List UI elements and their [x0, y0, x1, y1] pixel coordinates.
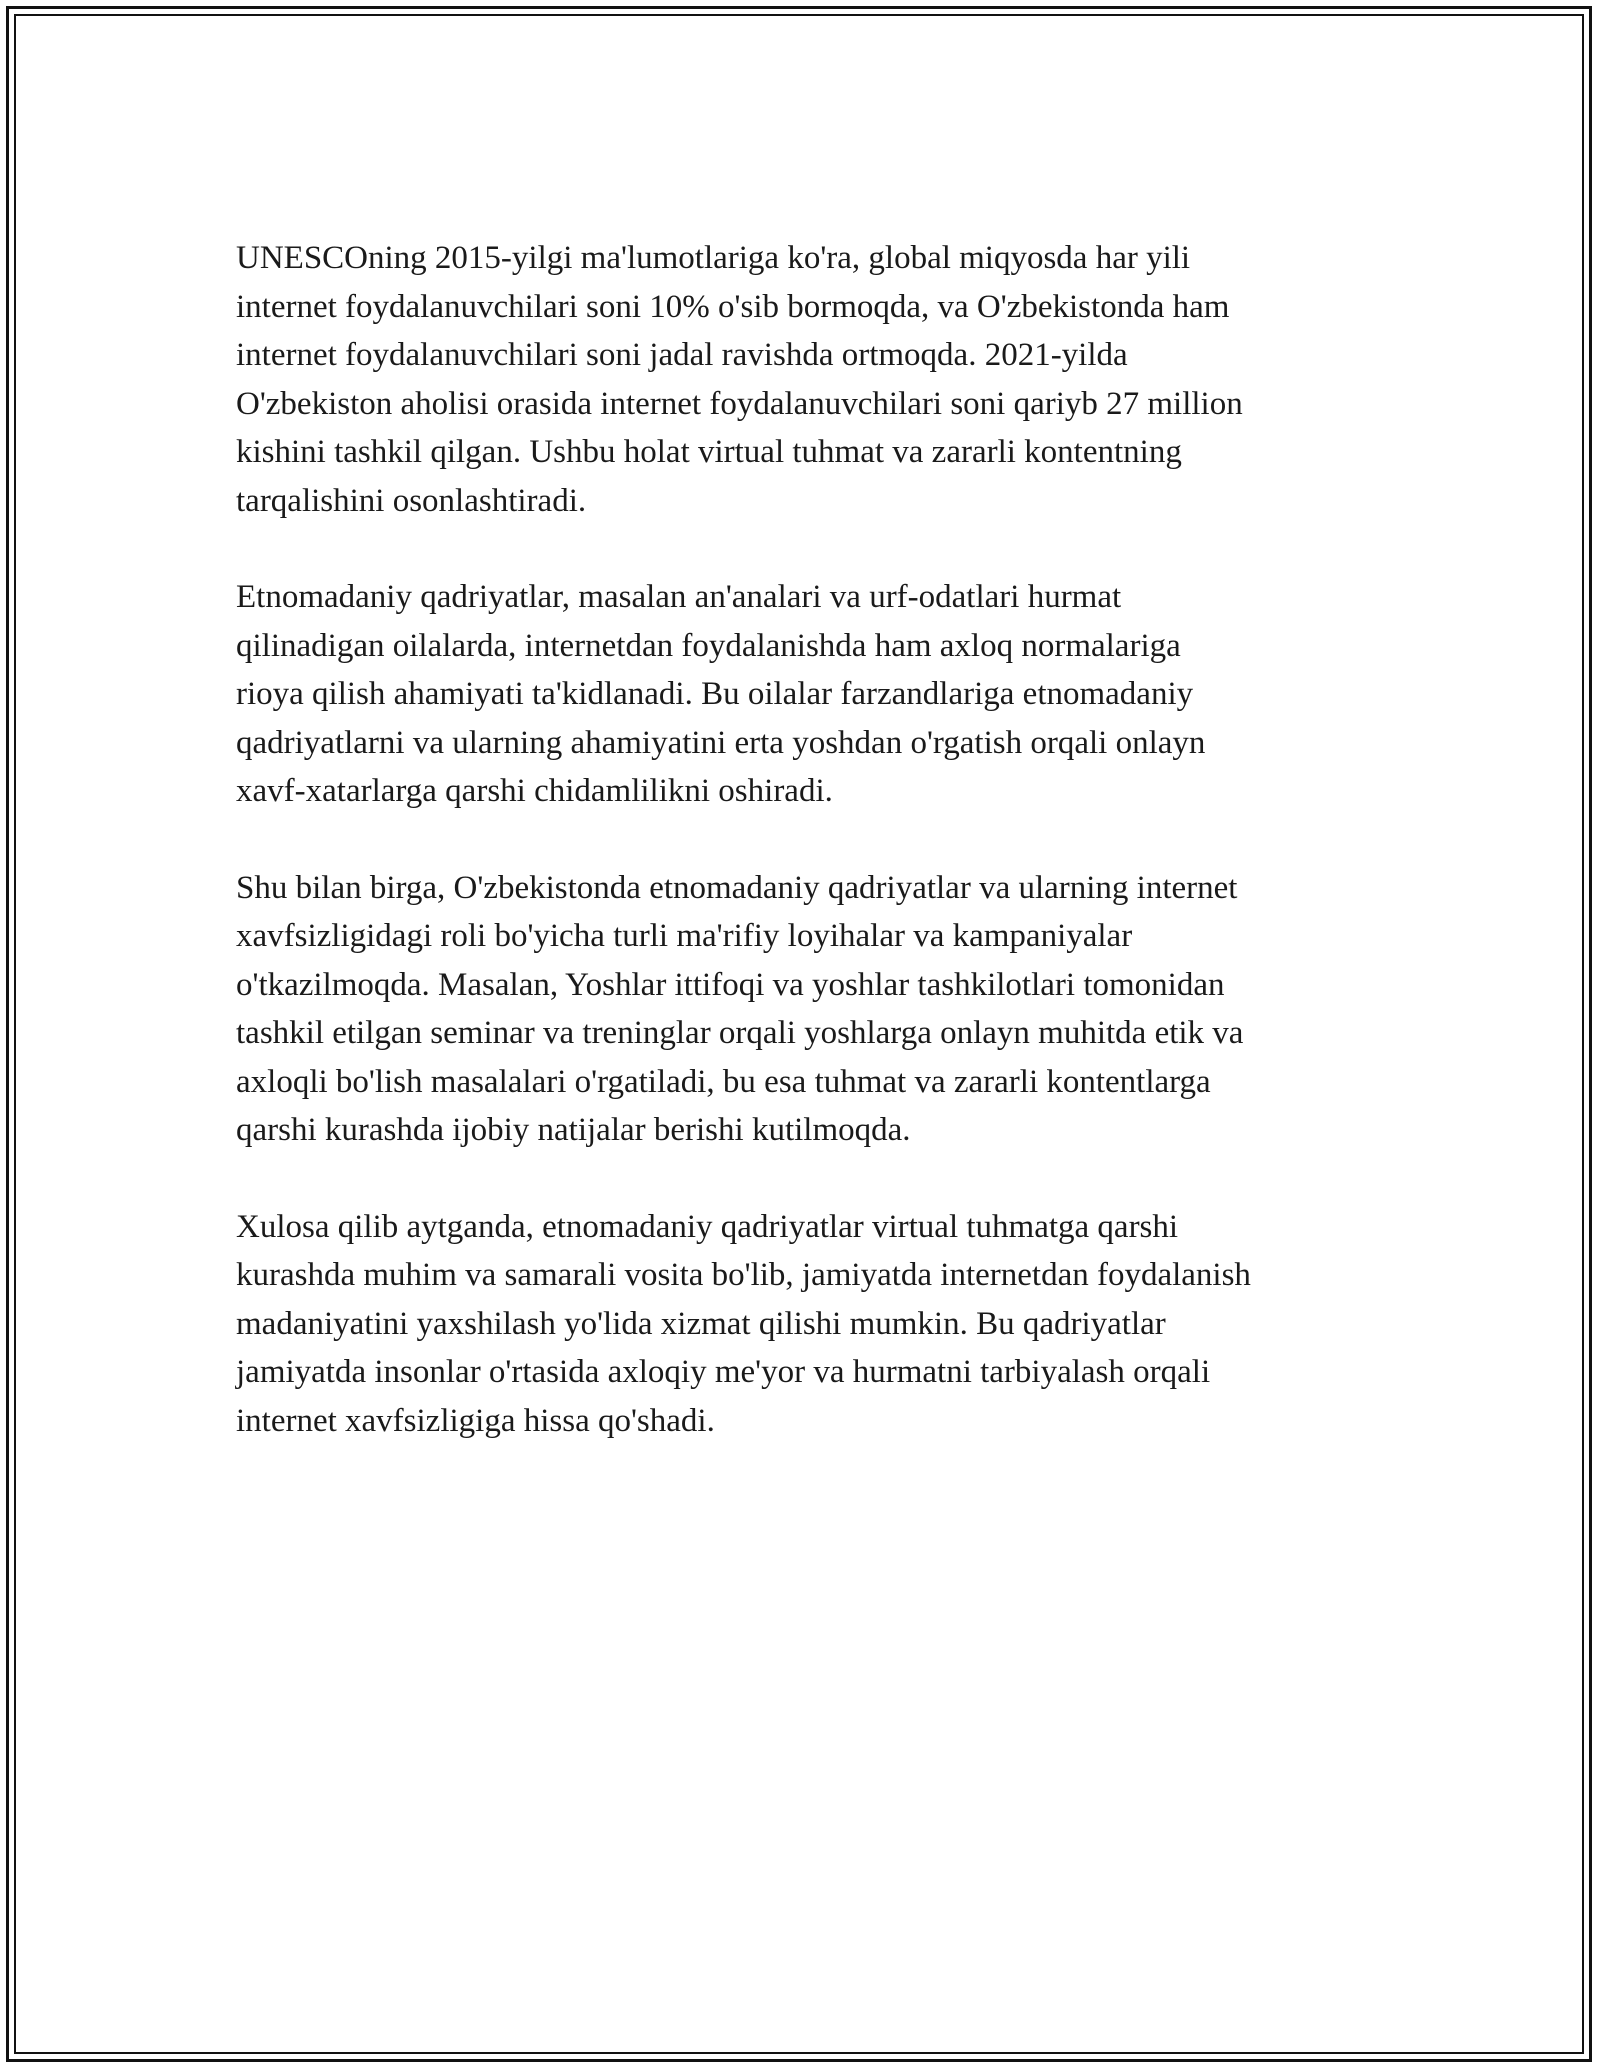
text-line: Shu bilan birga, O'zbekistonda etnomadaniy qadriyatlar va ularning internet: [236, 869, 1238, 906]
text-line: internet xavfsizligiga hissa qo'shadi.: [236, 1402, 715, 1439]
text-line: rioya qilish ahamiyati ta'kidlanadi. Bu oilalar farzandlariga etnomadaniy: [236, 676, 1194, 712]
text-line: Xulosa qilib aytganda, etnomadaniy qadriyatlar virtual tuhmatga qarshi: [236, 1208, 1179, 1245]
text-line: madaniyatini yaxshilash yo'lida xizmat qilishi mumkin. Bu qadriyatlar: [236, 1305, 1166, 1342]
document-body: [236, 234, 1376, 1493]
text-line: internet foydalanuvchilari soni 10% o'sib bormoqda, va O'zbekistonda ham: [236, 288, 1230, 325]
text-line: xavf-xatarlarga qarshi chidamlilikni oshiradi.: [236, 773, 833, 809]
paragraph-4: [236, 1203, 1376, 1446]
paragraph-2: [236, 573, 1376, 816]
paragraph-1: [236, 234, 1376, 525]
text-line: UNESCOning 2015-yilgi ma'lumotlariga ko'ra, global miqyosda har yili: [236, 240, 1191, 276]
text-line: qadriyatlarni va ularning ahamiyatini erta yoshdan o'rgatish orqali onlayn: [236, 724, 1206, 761]
text-line: axloqli bo'lish masalalari o'rgatiladi, bu esa tuhmat va zararli kontentlarga: [236, 1063, 1211, 1100]
text-line: tarqalishini osonlashtiradi.: [236, 482, 587, 519]
text-line: qarshi kurashda ijobiy natijalar berishi kutilmoqda.: [236, 1112, 911, 1148]
text-line: o'tkazilmoqda. Masalan, Yoshlar ittifoqi va yoshlar tashkilotlari tomonidan: [236, 966, 1225, 1003]
text-line: O'zbekiston aholisi orasida internet foydalanuvchilari soni qariyb 27 million: [236, 385, 1243, 422]
text-line: internet foydalanuvchilari soni jadal ravishda ortmoqda. 2021-yilda: [236, 337, 1128, 373]
text-line: tashkil etilgan seminar va treninglar orqali yoshlarga onlayn muhitda etik va: [236, 1015, 1244, 1051]
text-line: xavfsizligidagi roli bo'yicha turli ma'rifiy loyihalar va kampaniyalar: [236, 918, 1133, 954]
text-line: jamiyatda insonlar o'rtasida axloqiy me'yor va hurmatni tarbiyalash orqali: [236, 1354, 1211, 1390]
text-line: qilinadigan oilalarda, internetdan foydalanishda ham axloq normalariga: [236, 627, 1181, 664]
text-line: kurashda muhim va samarali vosita bo'lib, jamiyatda internetdan foydalanish: [236, 1257, 1251, 1293]
text-line: Etnomadaniy qadriyatlar, masalan an'analari va urf-odatlari hurmat: [236, 579, 1122, 615]
text-line: kishini tashkil qilgan. Ushbu holat virtual tuhmat va zararli kontentning: [236, 434, 1182, 470]
paragraph-3: [236, 864, 1376, 1155]
